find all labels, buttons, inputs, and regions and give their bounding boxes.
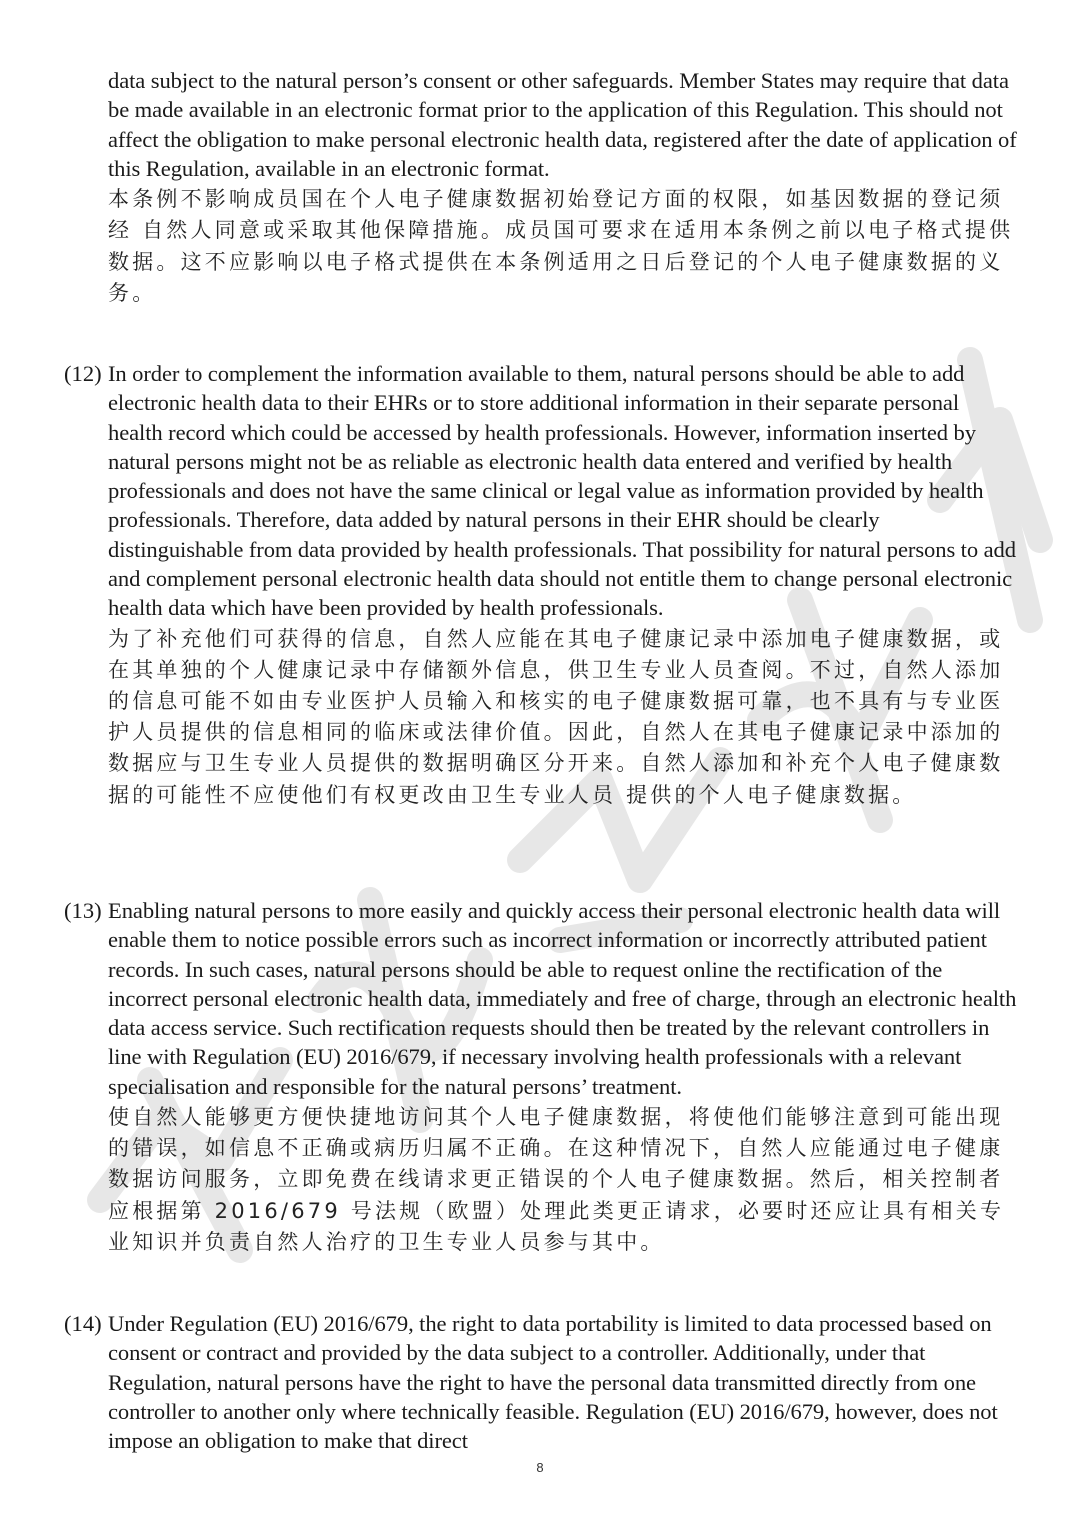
paragraph-english-text: Under Regulation (EU) 2016/679, the right to data portability is limited to data processed based on consent or contract and provided by the data subject to a controller. Additionally, under that Regulation, natural persons have the right to have the personal data transmitted directly from one controller to another only where technically feasible. Regulation (EU) 2016/679, however, does not impose an obligation to make that direct xyxy=(108,1311,998,1454)
paragraph-14 xyxy=(64,1309,1018,1455)
paragraph-number: (13) xyxy=(64,898,102,923)
paragraph-english-text: Enabling natural persons to more easily and quickly access their personal electronic health data will enable them to notice possible errors such as incorrect information or incorrectly attributed patient records. In such cases, natural persons should be able to request online the rectification of the incorrect personal electronic health data, immediately and free of charge, through an electronic health data access service. Such rectification requests should then be treated by the relevant controllers in line with Regulation (EU) 2016/679, if necessary involving health professionals with a relevant specialisation and responsible for the natural persons’ treatment. xyxy=(108,898,1017,1099)
paragraph-13 xyxy=(64,896,1018,1258)
paragraph-chinese-text: 为了补充他们可获得的信息，自然人应能在其电子健康记录中添加电子健康数据，或在其单独的个人健康记录中存储额外信息，供卫生专业人员查阅。不过，自然人添加的信息可能不如由专业医护人员输入和核实的电子健康数据可靠，也不具有与专业医护人员提供的信息相同的临床或法律价值。因此，自然人在其电子健康记录中添加的数据应与卫生专业人员提供的数据明确区分开来。自然人添加和补充个人电子健康数据的可能性不应使他们有权更改由卫生专业人员 提供的个人电子健康数据。 xyxy=(108,626,1004,807)
paragraph-chinese-text: 使自然人能够更方便快捷地访问其个人电子健康数据，将使他们能够注意到可能出现的错误，如信息不正确或病历归属不正确。在这种情况下，自然人应能通过电子健康数据访问服务，立即免费在线请求更正错误的个人电子健康数据。然后，相关控制者应根据第 2016/679 号法规（欧盟）处理此类更正请求，必要时还应让具有相关专业知识并负责自然人治疗的卫生专业人员参与其中。 xyxy=(108,1105,1005,1254)
continuation-chinese-text: 本条例不影响成员国在个人电子健康数据初始登记方面的权限，如基因数据的登记须经 自然人同意或采取其他保障措施。成员国可要求在适用本条例之前以电子格式提供数据。这不应影响以电子格式提供在本条例适用之日后登记的个人电子健康数据的义务。 xyxy=(108,187,1014,305)
page-number: 8 xyxy=(536,1460,544,1475)
continuation-english-text: data subject to the natural person’s consent or other safeguards. Member States may require that data be made available in an electronic format prior to the application of this Regulation. This should not affect the obligation to make personal electronic health data, registered after the date of application of this Regulation, available in an electronic format. xyxy=(108,68,1017,181)
paragraph-12 xyxy=(64,359,1018,811)
continuation-block xyxy=(108,66,1018,309)
paragraph-number: (12) xyxy=(64,361,102,386)
paragraph-number: (14) xyxy=(64,1311,102,1336)
paragraph-english-text: In order to complement the information available to them, natural persons should be able to add electronic health data to their EHRs or to store additional information in their separate personal health record which could be accessed by health professionals. However, information inserted by natural persons might not be as reliable as electronic health data entered and verified by health professionals and does not have the same clinical or legal value as information provided by health professionals. Therefore, data added by natural persons in their EHR should be clearly distinguishable from data provided by health professionals. That possibility for natural persons to add and complement personal electronic health data should not entitle them to change personal electronic health data which have been provided by health professionals. xyxy=(108,361,1016,621)
